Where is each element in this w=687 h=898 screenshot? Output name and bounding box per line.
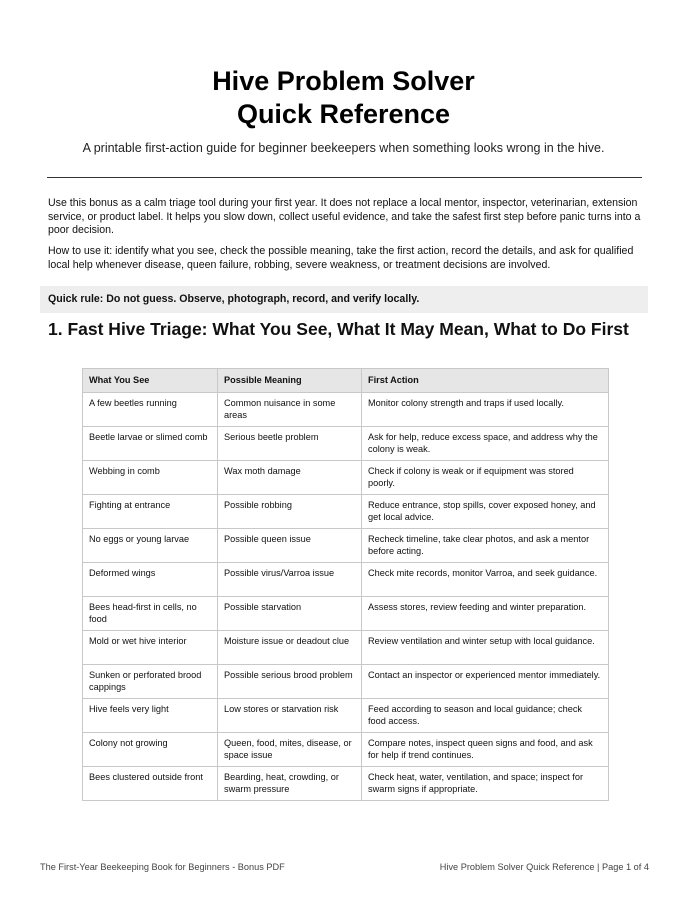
table-cell-observation: A few beetles running xyxy=(83,393,218,427)
table-cell-action: Contact an inspector or experienced mentor immediately. xyxy=(362,665,609,699)
table-cell-meaning: Wax moth damage xyxy=(218,461,362,495)
table-row xyxy=(83,699,609,733)
table-row xyxy=(83,631,609,665)
page-subtitle: A printable first-action guide for beginner beekeepers when something looks wrong in the hive. xyxy=(82,141,605,155)
table-cell-observation: Sunken or perforated brood cappings xyxy=(83,665,218,699)
page-title-line-1: Hive Problem Solver xyxy=(212,66,475,96)
table-cell-meaning: Possible virus/Varroa issue xyxy=(218,563,362,597)
triage-table xyxy=(82,368,609,801)
table-cell-meaning: Common nuisance in some areas xyxy=(218,393,362,427)
table-cell-meaning: Low stores or starvation risk xyxy=(218,699,362,733)
table-cell-observation: Bees head-first in cells, no food xyxy=(83,597,218,631)
table-cell-action: Review ventilation and winter setup with local guidance. xyxy=(362,631,609,665)
footer-book-title: The First-Year Beekeeping Book for Beginners - Bonus PDF xyxy=(40,862,285,872)
table-row xyxy=(83,393,609,427)
table-cell-action: Ask for help, reduce excess space, and address why the colony is weak. xyxy=(362,427,609,461)
table-row xyxy=(83,597,609,631)
table-cell-observation: Webbing in comb xyxy=(83,461,218,495)
table-cell-action: Check if colony is weak or if equipment was stored poorly. xyxy=(362,461,609,495)
table-cell-meaning: Serious beetle problem xyxy=(218,427,362,461)
table-cell-action: Feed according to season and local guidance; check food access. xyxy=(362,699,609,733)
table-header-row xyxy=(83,369,609,393)
table-cell-meaning: Possible robbing xyxy=(218,495,362,529)
table-cell-meaning: Possible queen issue xyxy=(218,529,362,563)
table-cell-action: Monitor colony strength and traps if used locally. xyxy=(362,393,609,427)
table-cell-observation: Bees clustered outside front xyxy=(83,767,218,801)
horizontal-divider xyxy=(47,177,642,178)
table-cell-meaning: Moisture issue or deadout clue xyxy=(218,631,362,665)
intro-paragraph-2: How to use it: identify what you see, check the possible meaning, take the first action, record the details, and ask for qualified local help whenever disease, queen failure, robbing, severe weakness, or treatment decisions are involved. xyxy=(48,245,634,271)
table-cell-action: Reduce entrance, stop spills, cover exposed honey, and get local advice. xyxy=(362,495,609,529)
table-cell-action: Check heat, water, ventilation, and space; inspect for swarm signs if appropriate. xyxy=(362,767,609,801)
table-cell-meaning: Possible starvation xyxy=(218,597,362,631)
table-cell-observation: Mold or wet hive interior xyxy=(83,631,218,665)
column-header-possible-meaning: Possible Meaning xyxy=(218,369,362,393)
table-cell-observation: Hive feels very light xyxy=(83,699,218,733)
table-cell-observation: Fighting at entrance xyxy=(83,495,218,529)
page-title-line-2: Quick Reference xyxy=(236,99,451,129)
table-row xyxy=(83,733,609,767)
footer-page-number: Hive Problem Solver Quick Reference | Page 1 of 4 xyxy=(439,862,649,872)
table-row xyxy=(83,767,609,801)
table-row xyxy=(83,529,609,563)
table-cell-observation: Deformed wings xyxy=(83,563,218,597)
table-row xyxy=(83,495,609,529)
intro-paragraph-1: Use this bonus as a calm triage tool during your first year. It does not replace a local mentor, inspector, veterinarian, extension service, or product label. It helps you slow down, collect useful evidence, and take the safest first step before panic turns into a poor decision. xyxy=(48,197,641,236)
table-cell-action: Assess stores, review feeding and winter preparation. xyxy=(362,597,609,631)
table-cell-observation: Beetle larvae or slimed comb xyxy=(83,427,218,461)
table-row xyxy=(83,427,609,461)
table-cell-action: Recheck timeline, take clear photos, and ask a mentor before acting. xyxy=(362,529,609,563)
table-cell-action: Compare notes, inspect queen signs and food, and ask for help if trend continues. xyxy=(362,733,609,767)
table-cell-action: Check mite records, monitor Varroa, and seek guidance. xyxy=(362,563,609,597)
table-cell-meaning: Queen, food, mites, disease, or space issue xyxy=(218,733,362,767)
table-cell-meaning: Bearding, heat, crowding, or swarm pressure xyxy=(218,767,362,801)
table-row xyxy=(83,563,609,597)
section-heading: 1. Fast Hive Triage: What You See, What It May Mean, What to Do First xyxy=(48,319,629,339)
table-cell-observation: Colony not growing xyxy=(83,733,218,767)
table-cell-observation: No eggs or young larvae xyxy=(83,529,218,563)
column-header-what-you-see: What You See xyxy=(83,369,218,393)
column-header-first-action: First Action xyxy=(362,369,609,393)
quick-rule-callout: Quick rule: Do not guess. Observe, photograph, record, and verify locally. xyxy=(40,286,648,313)
table-row xyxy=(83,665,609,699)
table-cell-meaning: Possible serious brood problem xyxy=(218,665,362,699)
table-row xyxy=(83,461,609,495)
